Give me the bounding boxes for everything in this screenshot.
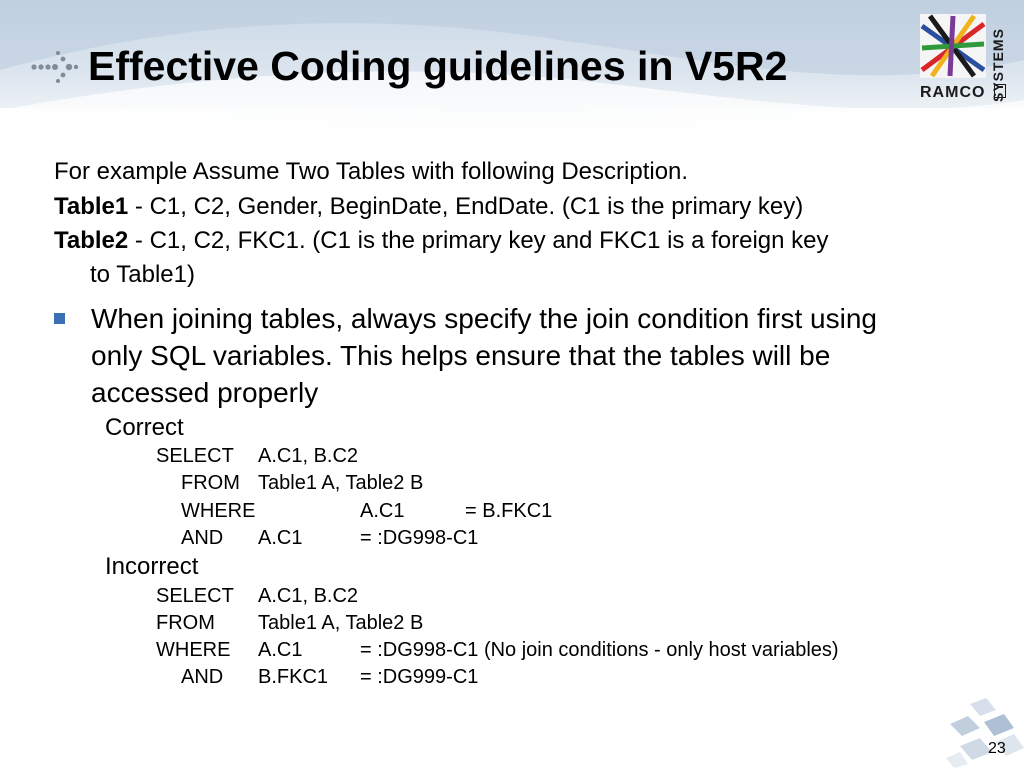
bullet-line-3: accessed properly	[91, 377, 319, 408]
sql-keyword: AND	[181, 666, 224, 688]
ramco-logo	[920, 14, 1014, 106]
table2-continuation: to Table1)	[90, 261, 195, 288]
ramco-logo-mark	[920, 14, 986, 78]
logo-wordmark: RAMCO	[920, 84, 986, 101]
sql-condition: = :DG998-C1	[360, 527, 479, 549]
table1-description	[54, 192, 803, 222]
table1-desc-text: - C1, C2, Gender, BeginDate, EndDate. (C1 is the primary key)	[128, 193, 804, 220]
correct-label: Correct	[105, 414, 184, 441]
table2-label: Table2	[54, 227, 129, 254]
sql-keyword: SELECT	[156, 585, 234, 607]
slide-title: Effective Coding guidelines in V5R2	[88, 43, 788, 89]
table1-label: Table1	[54, 193, 129, 220]
sql-operand: A.C1	[360, 500, 405, 522]
sql-keyword: WHERE	[181, 500, 256, 522]
sql-condition: = :DG999-C1	[360, 666, 479, 688]
dotted-arrow-icon	[30, 47, 80, 87]
incorrect-label: Incorrect	[105, 553, 199, 580]
sql-condition: = B.FKC1	[465, 500, 553, 522]
page-number: 23	[988, 740, 1006, 757]
sql-operand: Table1 A, Table2 B	[258, 472, 424, 494]
sql-keyword: AND	[181, 527, 224, 549]
bullet-square-icon	[54, 313, 65, 324]
table2-desc-text: - C1, C2, FKC1. (C1 is the primary key and FKC1 is a foreign key	[128, 227, 829, 254]
footer-cubes-decoration	[940, 694, 1024, 768]
sql-operand: A.C1	[258, 639, 303, 661]
logo-box-mark	[994, 84, 1006, 98]
bullet-line-1: When joining tables, always specify the join condition first using	[91, 303, 877, 334]
sql-operand: A.C1, B.C2	[258, 585, 359, 607]
sql-keyword: FROM	[181, 472, 240, 494]
sql-condition: = :DG998-C1 (No join conditions - only host variables)	[360, 639, 839, 661]
logo-vertical-label: SYSTEMS	[990, 28, 1006, 102]
sql-operand: A.C1	[258, 527, 303, 549]
sql-operand: A.C1, B.C2	[258, 445, 359, 467]
sql-keyword: SELECT	[156, 445, 234, 467]
sql-keyword: WHERE	[156, 639, 231, 661]
intro-line: For example Assume Two Tables with following Description.	[54, 158, 689, 185]
sql-operand: B.FKC1	[258, 666, 329, 688]
sql-keyword: FROM	[156, 612, 215, 634]
sql-operand: Table1 A, Table2 B	[258, 612, 424, 634]
bullet-line-2: only SQL variables. This helps ensure that the tables will be	[91, 340, 831, 371]
table2-description	[54, 226, 829, 256]
